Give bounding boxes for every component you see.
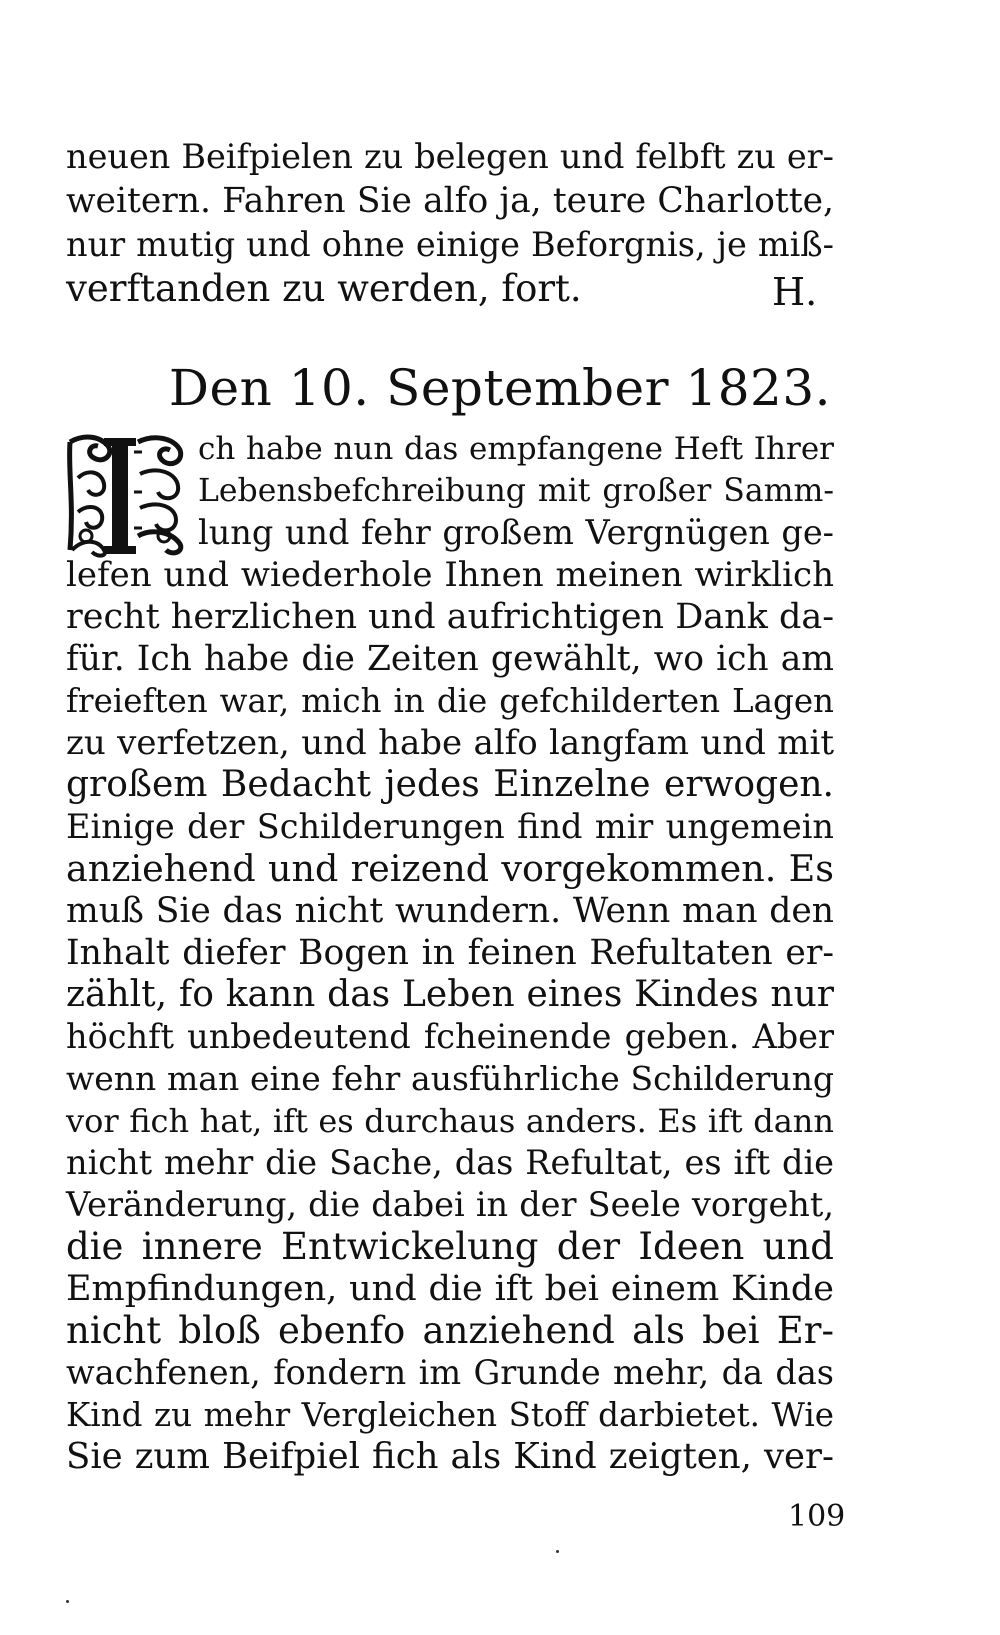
text-line: Veränderung, die dabei in der Seele vorgeht, <box>66 1185 834 1224</box>
text-line: verftanden zu werden, fort. <box>66 267 582 310</box>
text-line: Einige der Schilderungen find mir ungemein <box>66 807 834 846</box>
text-line: lung und fehr großem Vergnügen ge- <box>198 513 834 552</box>
text-line: lefen und wiederhole Ihnen meinen wirklich <box>66 555 834 595</box>
ornamental-initial-i-icon <box>64 432 188 558</box>
text-line: großem Bedacht jedes Einzelne erwogen. <box>66 764 834 805</box>
text-line: zu verfetzen, und habe alfo langfam und mit <box>66 723 834 763</box>
text-line: zählt, fo kann das Leben eines Kindes nur <box>66 974 834 1015</box>
text-line: Kind zu mehr Vergleichen Stoff darbietet. Wie <box>66 1396 834 1434</box>
text-line: höchft unbedeutend fcheinende geben. Aber <box>66 1017 834 1056</box>
letter-date-heading: Den 10. September 1823. <box>168 359 832 417</box>
text-line: wenn man eine fehr ausführliche Schilderung <box>66 1059 834 1098</box>
text-line: nur mutig und ohne einige Beforgnis, je miß- <box>66 225 834 264</box>
text-line: Inhalt diefer Bogen in feinen Refultaten er- <box>66 933 834 973</box>
text-line: Lebensbefchreibung mit großer Samm- <box>198 473 834 509</box>
text-line: wachfenen, fondern im Grunde mehr, da das <box>66 1353 834 1392</box>
page-number: 109 <box>788 1499 846 1534</box>
text-line: vor fich hat, ift es durchaus anders. Es ift dann <box>66 1102 834 1140</box>
text-line: muß Sie das nicht wundern. Wenn man den <box>66 891 834 931</box>
scan-speck <box>66 1600 69 1603</box>
text-line: die innere Entwickelung der Ideen und <box>66 1225 834 1268</box>
text-line: nicht bloß ebenfo anziehend als bei Er- <box>66 1309 834 1352</box>
text-line: Empfindungen, und die ift bei einem Kinde <box>66 1269 834 1309</box>
text-line: nicht mehr die Sache, das Refultat, es ift die <box>66 1143 834 1182</box>
text-line: für. Ich habe die Zeiten gewählt, wo ich am <box>66 639 834 679</box>
signature: H. <box>772 270 818 314</box>
text-line: weitern. Fahren Sie alfo ja, teure Charlotte, <box>66 181 834 221</box>
text-line: neuen Beifpielen zu belegen und felbft zu er- <box>66 137 834 176</box>
text-line: ch habe nun das empfangene Heft Ihrer <box>198 431 834 467</box>
scan-speck <box>556 1550 559 1553</box>
text-line: anziehend und reizend vorgekommen. Es <box>66 847 834 890</box>
text-line: recht herzlichen und aufrichtigen Dank da- <box>66 597 835 637</box>
text-line: Sie zum Beifpiel fich als Kind zeigten, ver- <box>66 1436 834 1477</box>
text-line: freieften war, mich in die gefchilderten Lagen <box>66 682 834 720</box>
